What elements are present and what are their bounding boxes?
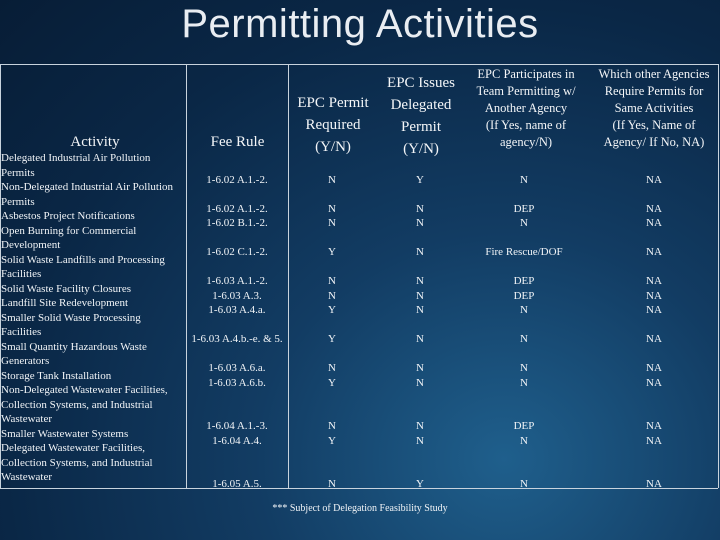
activity-line: Smaller Solid Waste Processing	[1, 311, 141, 324]
cell-activity	[1, 441, 186, 485]
cell-fee-rule: 1-6.03 A.1.-2.	[206, 275, 268, 287]
cell-activity	[1, 282, 186, 297]
cell-team-permitting: N	[520, 304, 528, 316]
cell-other-agencies: NA	[646, 434, 662, 447]
cell-other-agencies: NA	[646, 304, 662, 316]
cell-activity	[1, 369, 186, 384]
cell-activity	[1, 311, 186, 340]
cell-team-permitting: DEP	[513, 275, 535, 287]
header-line: (If Yes, name of	[485, 118, 567, 132]
cell-fee-rule: 1-6.04 A.4.	[212, 434, 262, 447]
cell-epc-issues: N	[416, 304, 424, 316]
header-line: Team Permitting w/	[476, 84, 576, 98]
cell-activity	[1, 224, 186, 253]
cell-epc-issues: N	[416, 333, 424, 345]
header-line: Required	[305, 117, 361, 133]
header-line: (If Yes, Name of	[612, 118, 696, 132]
cell-epc-permit: Y	[328, 333, 336, 345]
cell-fee-rule: 1-6.02 A.1.-2.	[206, 173, 268, 186]
cell-epc-permit: N	[328, 289, 336, 302]
activity-line: Delegated Wastewater Facilities,	[1, 442, 145, 454]
cell-activity	[1, 340, 186, 369]
cell-epc-permit: Y	[328, 434, 336, 447]
activity-line: Facilities	[1, 268, 42, 280]
header-line: EPC Permit	[297, 95, 369, 111]
cell-other-agencies: NA	[646, 173, 662, 186]
cell-fee-rule: 1-6.02 A.1.-2.	[206, 202, 268, 215]
header-epc-issues	[376, 72, 466, 160]
cell-epc-permit: Y	[328, 304, 336, 316]
cell-other-agencies: NA	[646, 478, 662, 490]
header-fee-rule: Fee Rule	[210, 134, 265, 150]
activity-line: Delegated Industrial Air Pollution	[1, 152, 151, 164]
cell-epc-permit: N	[328, 420, 336, 432]
header-line: (Y/N)	[403, 141, 439, 157]
cell-epc-issues: N	[416, 217, 424, 229]
cell-activity	[1, 427, 186, 442]
header-line: Agency/ If No, NA)	[603, 135, 705, 149]
cell-epc-permit: N	[328, 362, 336, 374]
cell-epc-permit: N	[328, 202, 336, 215]
activity-line: Solid Waste Facility Closures	[1, 282, 131, 295]
cell-epc-permit: Y	[328, 246, 336, 258]
cell-team-permitting: N	[520, 478, 528, 490]
cell-epc-issues: Y	[416, 478, 424, 490]
header-participates	[462, 66, 590, 151]
cell-fee-rule: 1-6.04 A.1.-3.	[206, 420, 268, 432]
header-line: Require Permits for	[604, 84, 704, 98]
cell-fee-rule: 1-6.03 A.6.a.	[208, 362, 266, 374]
cell-fee-rule: 1-6.03 A.4.b.-e. & 5.	[191, 333, 283, 345]
cell-epc-issues: N	[416, 420, 424, 432]
cell-other-agencies: NA	[646, 333, 662, 345]
cell-epc-issues: Y	[416, 173, 424, 186]
cell-other-agencies: NA	[646, 202, 662, 215]
header-line: Which other Agencies	[598, 67, 710, 81]
cell-epc-permit: N	[328, 173, 336, 186]
cell-fee-rule: 1-6.02 C.1.-2.	[206, 246, 268, 258]
cell-epc-issues: N	[416, 246, 424, 258]
cell-other-agencies: NA	[646, 246, 662, 258]
header-line: Same Activities	[614, 101, 694, 115]
cell-other-agencies: NA	[646, 362, 662, 374]
header-activity: Activity	[70, 134, 120, 150]
cell-activity	[1, 253, 186, 282]
cell-team-permitting: DEP	[513, 289, 535, 302]
cell-epc-issues: N	[416, 362, 424, 374]
cell-team-permitting: N	[520, 217, 528, 229]
header-line: EPC Issues	[387, 75, 455, 91]
cell-team-permitting: N	[520, 333, 528, 345]
cell-epc-permit: N	[328, 217, 336, 229]
activity-line: Non-Delegated Industrial Air Pollution	[1, 181, 173, 193]
cell-epc-permit: N	[328, 275, 336, 287]
cell-activity	[1, 151, 186, 180]
cell-epc-issues: N	[416, 275, 424, 287]
activity-line: Wastewater	[1, 471, 53, 483]
cell-epc-issues: N	[416, 202, 424, 215]
activity-line: Permits	[1, 166, 35, 179]
activity-line: Smaller Wastewater Systems	[1, 427, 129, 440]
cell-team-permitting: DEP	[513, 202, 535, 215]
activity-line: Storage Tank Installation	[1, 369, 112, 382]
activity-line: Asbestos Project Notifications	[1, 210, 135, 222]
cell-fee-rule: 1-6.03 A.3.	[212, 289, 262, 302]
activity-line: Facilities	[1, 326, 42, 338]
header-line: agency/N)	[499, 135, 553, 149]
cell-fee-rule: 1-6.02 B.1.-2.	[206, 217, 268, 229]
cell-team-permitting: N	[520, 362, 528, 374]
header-other-agencies	[588, 66, 720, 151]
cell-team-permitting: Fire Rescue/DOF	[485, 246, 563, 258]
page-title: Permitting Activities	[181, 2, 539, 46]
activity-line: Open Burning for Commercial	[1, 224, 137, 237]
cell-other-agencies: NA	[646, 376, 662, 389]
cell-team-permitting: DEP	[513, 420, 535, 432]
footnote: *** Subject of Delegation Feasibility Study	[272, 503, 448, 514]
cell-team-permitting: N	[520, 376, 528, 389]
cell-team-permitting: N	[520, 173, 528, 186]
activity-line: Collection Systems, and Industrial	[1, 398, 153, 411]
cell-activity	[1, 383, 186, 427]
activity-line: Solid Waste Landfills and Processing	[1, 253, 165, 266]
activity-line: Generators	[1, 355, 50, 367]
activity-line: Wastewater	[1, 413, 53, 425]
activity-line: Collection Systems, and Industrial	[1, 456, 153, 469]
cell-epc-permit: Y	[328, 376, 336, 389]
activity-line: Permits	[1, 195, 35, 208]
activity-line: Landfill Site Redevelopment	[1, 297, 129, 309]
cell-activity	[1, 180, 186, 209]
activity-line: Non-Delegated Wastewater Facilities,	[1, 384, 168, 396]
cell-other-agencies: NA	[646, 275, 662, 287]
cell-epc-issues: N	[416, 376, 424, 389]
cell-activity	[1, 209, 186, 224]
header-epc-permit	[288, 92, 378, 158]
activity-line: Small Quantity Hazardous Waste	[1, 340, 147, 353]
header-line: (Y/N)	[315, 139, 351, 155]
cell-epc-permit: N	[328, 478, 336, 490]
header-line: Permit	[401, 119, 441, 135]
activity-line: Development	[1, 239, 61, 251]
cell-epc-issues: N	[416, 434, 424, 447]
cell-epc-issues: N	[416, 289, 424, 302]
cell-other-agencies: NA	[646, 217, 662, 229]
header-line: EPC Participates in	[477, 67, 575, 81]
cell-fee-rule: 1-6.03 A.4.a.	[208, 304, 266, 316]
cell-other-agencies: NA	[646, 289, 662, 302]
header-line: Delegated	[390, 97, 452, 113]
cell-team-permitting: N	[520, 434, 528, 447]
header-line: Another Agency	[484, 101, 568, 115]
cell-activity	[1, 296, 186, 311]
cell-fee-rule: 1-6.05 A.5.	[212, 478, 262, 490]
cell-other-agencies: NA	[646, 420, 662, 432]
cell-fee-rule: 1-6.03 A.6.b.	[208, 376, 266, 389]
